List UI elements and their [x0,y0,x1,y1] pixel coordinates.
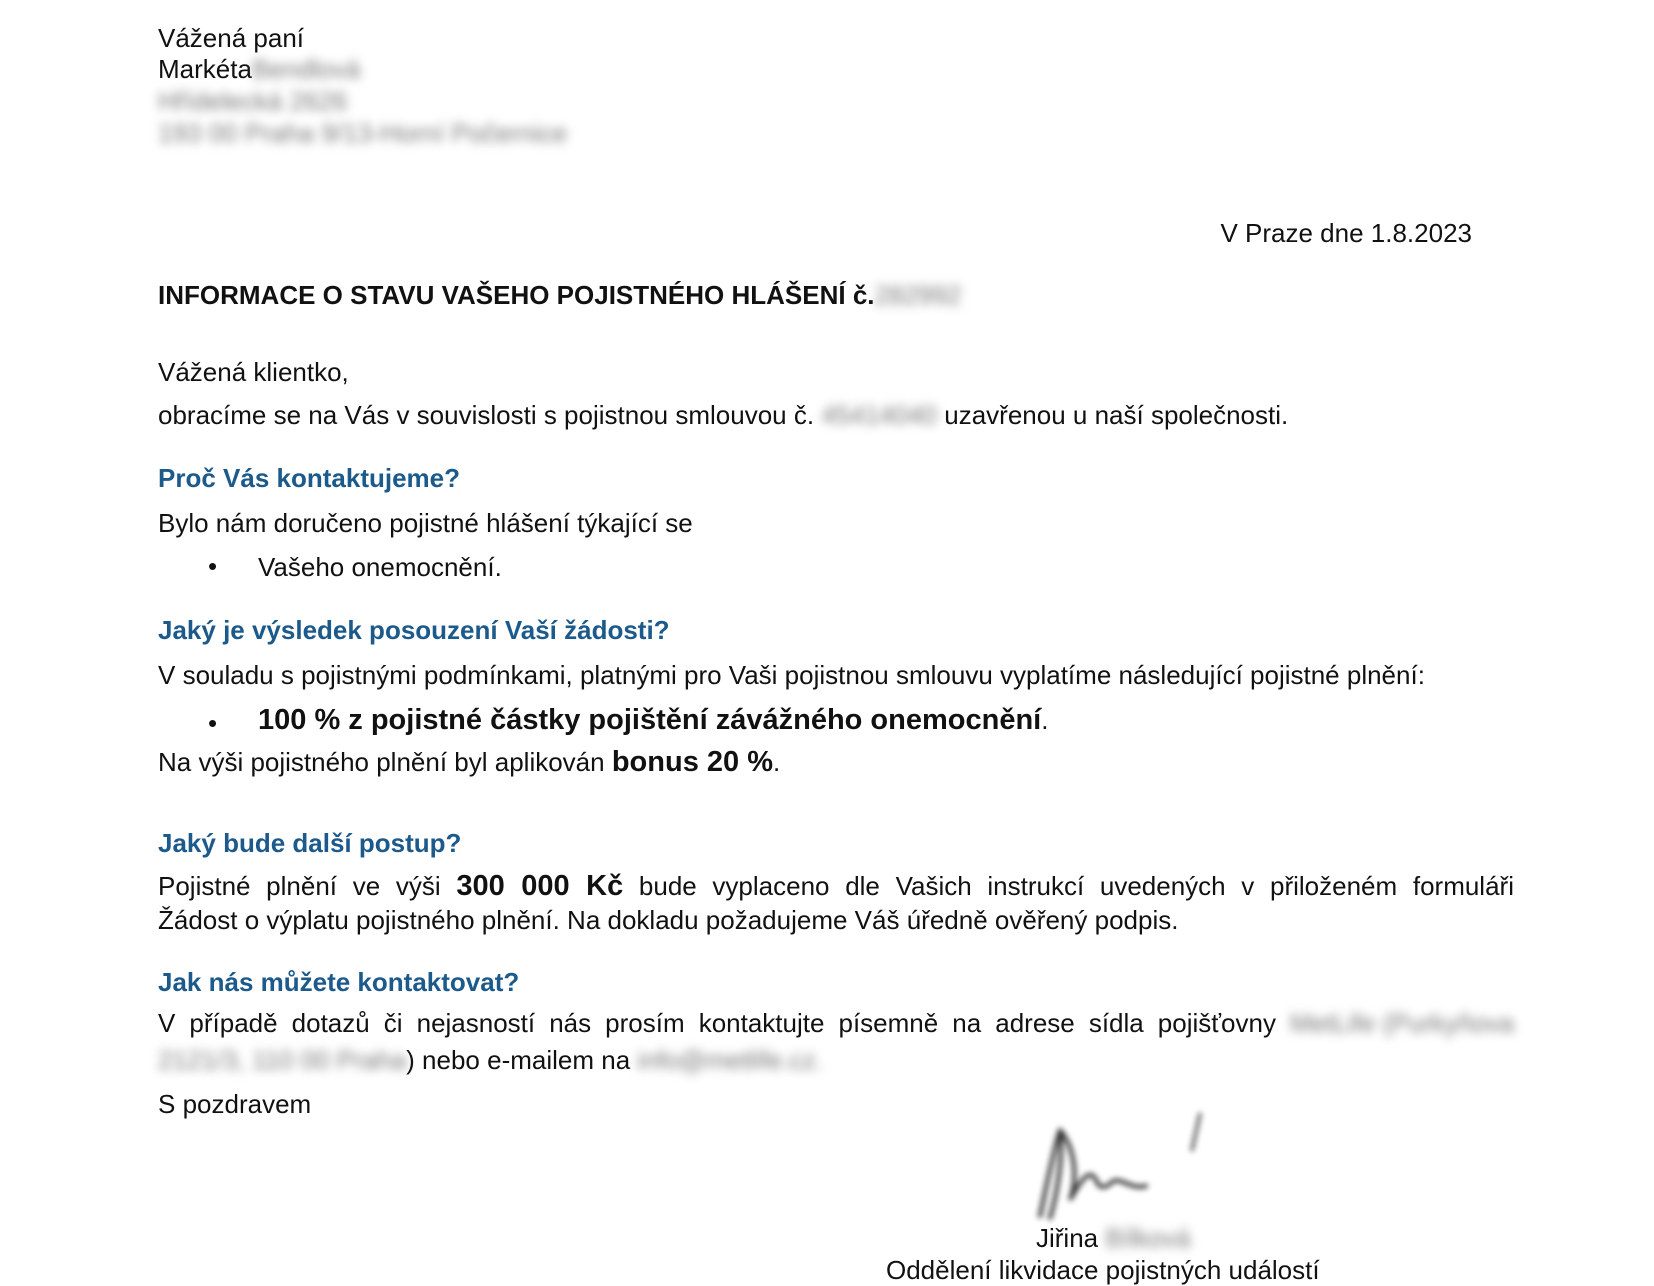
signatory-surname-redacted: Bílková [1105,1223,1191,1253]
section2-bullet [258,704,1048,736]
greeting: Vážená klientko, [158,357,349,387]
contact-paragraph-line2 [158,1044,823,1076]
recipient-first-name: Markéta [158,54,252,84]
letter-title [158,280,961,311]
section-heading-result: Jaký je výsledek posouzení Vaší žádosti? [158,615,670,645]
bullet-marker: • [208,708,218,738]
insurer-address-redacted-2: 2121/3, 110 00 Praha [158,1045,407,1075]
date-line: V Praze dne 1.8.2023 [1220,218,1472,248]
recipient-street-redacted: Hřídelecká 2626 [158,86,348,116]
payout-paragraph-line2: Žádost o výplatu pojistného plnění. Na dokladu požadujeme Váš úředně ověřený podpis. [158,905,1179,935]
payout-text-after: bude vyplaceno dle Vašich instrukcí uvedených v přiloženém formuláři [638,871,1514,901]
letter-title-text: INFORMACE O STAVU VAŠEHO POJISTNÉHO HLÁŠENÍ č. [158,280,875,310]
bullet-marker: • [208,551,218,581]
insurer-address-redacted-1: MetLife (Purkyňova [1290,1008,1514,1038]
bonus-text: Na výši pojistného plnění byl aplikován [158,747,605,777]
section-heading-contact: Jak nás můžete kontaktovat? [158,967,520,997]
recipient-street [158,85,347,117]
intro-paragraph [158,399,1288,431]
recipient-city [158,117,567,149]
bonus-period: . [773,747,781,777]
payout-paragraph-line1 [158,870,1514,903]
recipient-name [158,53,360,85]
section2-text: V souladu s pojistnými podmínkami, platnými pro Vaši pojistnou smlouvu vyplatíme následující pojistné plnění: [158,660,1425,690]
section1-bullet-text: Vašeho onemocnění. [258,552,502,582]
email-redacted: info@metlife.cz. [637,1045,823,1075]
recipient-surname-redacted: Bendlová [251,54,361,84]
contact-text-mid: ) nebo e-mailem na [406,1045,631,1075]
payout-text-before: Pojistné plnění ve výši [158,871,441,901]
signatory-first-name: Jiřina [1036,1223,1099,1253]
section-heading-next-steps: Jaký bude další postup? [158,828,462,858]
recipient-city-redacted: 193 00 Praha 9/13-Horní Počernice [158,118,568,148]
section-heading-why-contact: Proč Vás kontaktujeme? [158,463,460,493]
benefit-period: . [1041,705,1049,735]
signatory-name [1036,1222,1191,1254]
signatory-department: Oddělení likvidace pojistných událostí [886,1255,1320,1285]
contract-number-redacted: 45414040 [821,400,938,430]
handwritten-signature [1020,1108,1230,1228]
contact-text-before: V případě dotazů či nejasností nás prosím kontaktujte písemně na adrese sídla pojišťovny [158,1008,1276,1038]
bonus-value: bonus 20 % [611,746,773,778]
intro-after: uzavřenou u naší společnosti. [944,400,1289,430]
claim-number-redacted: 282992 [874,280,962,310]
closing: S pozdravem [158,1089,312,1119]
contact-paragraph-line1 [158,1007,1514,1040]
intro-before: obracíme se na Vás v souvislosti s pojistnou smlouvou č. [158,400,815,430]
section1-text: Bylo nám doručeno pojistné hlášení týkající se [158,508,693,538]
bonus-line [158,746,780,778]
benefit-percentage: 100 % z pojistné částky pojištění závážného onemocnění [258,704,1042,736]
payout-amount: 300 000 Kč [456,870,624,902]
recipient-salutation: Vážená paní [158,23,305,53]
